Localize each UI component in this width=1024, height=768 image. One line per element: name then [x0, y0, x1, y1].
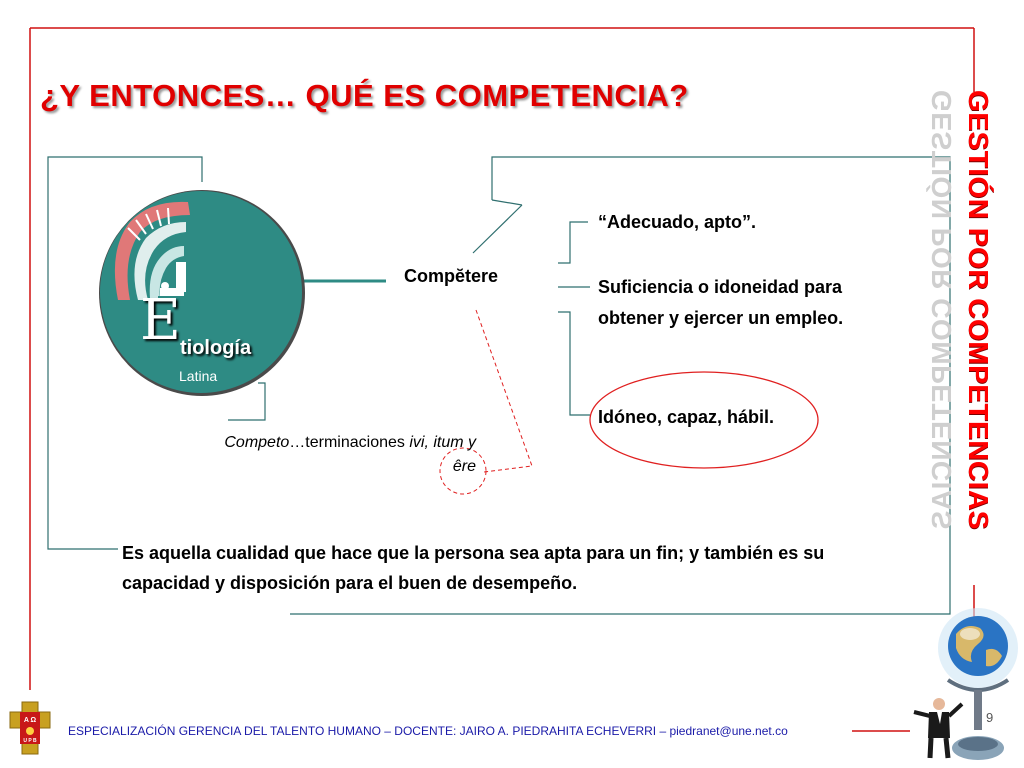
derivation-middle: …terminaciones [289, 434, 410, 451]
meaning-1: “Adecuado, apto”. [598, 212, 757, 232]
derivation-stem: Competo [224, 434, 290, 451]
derivation-endings: ivi, itum y êre [409, 434, 476, 475]
side-title: GESTIÓN POR COMPETENCIAS [963, 90, 994, 530]
etymology-disc [99, 190, 305, 396]
root-word: Compĕtere [404, 266, 499, 286]
logo-top-letters: A Ω [23, 717, 37, 724]
logo-bottom-letters: U P B [23, 738, 37, 744]
page-number: 9 [986, 710, 994, 725]
etymology-subtitle: Latina [179, 368, 218, 384]
slide-title: ¿Y ENTONCES… QUÉ ES COMPETENCIA? [40, 78, 689, 113]
footer-text: ESPECIALIZACIÓN GERENCIA DEL TALENTO HUMANO – DOCENTE: JAIRO A. PIEDRAHITA ECHEVERRI – piedranet@une.net.co [68, 724, 788, 738]
competence-definition: Es aquella cualidad que hace que la persona sea apta para un fin; y también es su capacidad y disposición para el buen de desempeño. [122, 543, 825, 593]
globe-image [938, 608, 1018, 760]
etymology-word: tiología [180, 337, 252, 359]
meaning-2: Suficiencia o idoneidad para obtener y ejercer un empleo. [598, 277, 844, 328]
meaning-3: Idóneo, capaz, hábil. [598, 407, 775, 427]
upb-logo [10, 702, 50, 754]
etymology-initial: E [140, 288, 181, 353]
derivation-note [214, 431, 476, 479]
side-title-reflection: GESTIÓN POR COMPETENCIAS [926, 90, 957, 530]
